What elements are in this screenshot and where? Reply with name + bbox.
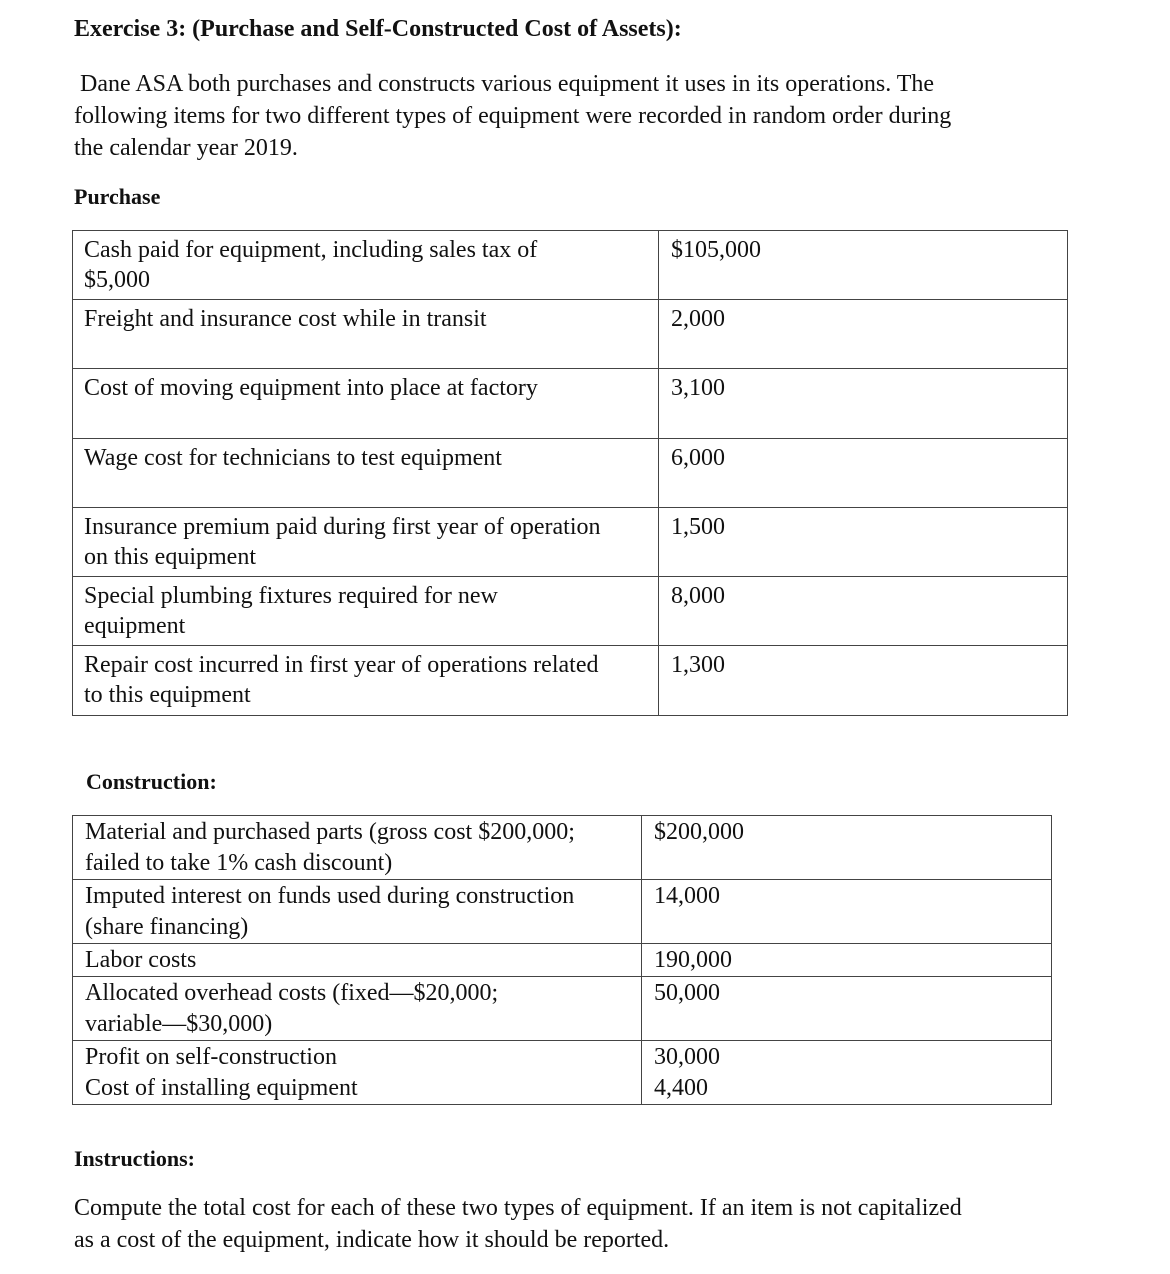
table-row — [73, 880, 1052, 944]
exercise-title: Exercise 3: (Purchase and Self-Constructed Cost of Assets): — [74, 16, 682, 42]
purchase-desc: Special plumbing fixtures required for new equipment — [73, 577, 659, 646]
table-row — [73, 816, 1052, 880]
construction-amount: 190,000 — [642, 944, 1052, 977]
purchase-amount: 1,500 — [659, 508, 1068, 577]
table-row — [73, 508, 1068, 577]
construction-amount: 14,000 — [642, 880, 1052, 944]
construction-desc: Profit on self-construction Cost of installing equipment — [73, 1041, 642, 1105]
purchase-amount: 3,100 — [659, 369, 1068, 439]
purchase-desc: Cash paid for equipment, including sales tax of $5,000 — [73, 231, 659, 300]
purchase-desc: Wage cost for technicians to test equipment — [73, 439, 659, 508]
table-row — [73, 646, 1068, 716]
purchase-heading: Purchase — [74, 184, 161, 209]
instructions-line-2: as a cost of the equipment, indicate how it should be reported. — [74, 1227, 670, 1253]
construction-amount: $200,000 — [642, 816, 1052, 880]
purchase-amount: $105,000 — [659, 231, 1068, 300]
construction-desc: Material and purchased parts (gross cost $200,000; failed to take 1% cash discount) — [73, 816, 642, 880]
instructions-text — [74, 1192, 1074, 1256]
table-row — [73, 369, 1068, 439]
purchase-desc: Repair cost incurred in first year of operations related to this equipment — [73, 646, 659, 716]
intro-line-1: Dane ASA both purchases and constructs various equipment it uses in its operations. The — [80, 71, 935, 97]
construction-desc: Labor costs — [73, 944, 642, 977]
purchase-amount: 1,300 — [659, 646, 1068, 716]
instructions-line-1: Compute the total cost for each of these two types of equipment. If an item is not capitalized — [74, 1195, 962, 1221]
intro-paragraph — [74, 68, 1064, 164]
table-row — [73, 1041, 1052, 1105]
table-row — [73, 300, 1068, 369]
purchase-desc: Cost of moving equipment into place at factory — [73, 369, 659, 439]
table-row — [73, 577, 1068, 646]
purchase-table — [72, 230, 1068, 716]
construction-amount: 50,000 — [642, 977, 1052, 1041]
construction-desc: Imputed interest on funds used during construction (share financing) — [73, 880, 642, 944]
construction-heading: Construction: — [86, 769, 217, 794]
table-row — [73, 439, 1068, 508]
purchase-amount: 2,000 — [659, 300, 1068, 369]
intro-line-3: the calendar year 2019. — [74, 135, 298, 161]
table-row — [73, 944, 1052, 977]
construction-table — [72, 815, 1052, 1105]
purchase-desc: Freight and insurance cost while in transit — [73, 300, 659, 369]
intro-line-2: following items for two different types of equipment were recorded in random order during — [74, 103, 952, 129]
table-row — [73, 977, 1052, 1041]
table-row — [73, 231, 1068, 300]
instructions-heading: Instructions: — [74, 1146, 196, 1171]
construction-amount: 30,000 4,400 — [642, 1041, 1052, 1105]
purchase-amount: 8,000 — [659, 577, 1068, 646]
purchase-amount: 6,000 — [659, 439, 1068, 508]
purchase-desc: Insurance premium paid during first year of operation on this equipment — [73, 508, 659, 577]
construction-desc: Allocated overhead costs (fixed—$20,000; variable—$30,000) — [73, 977, 642, 1041]
